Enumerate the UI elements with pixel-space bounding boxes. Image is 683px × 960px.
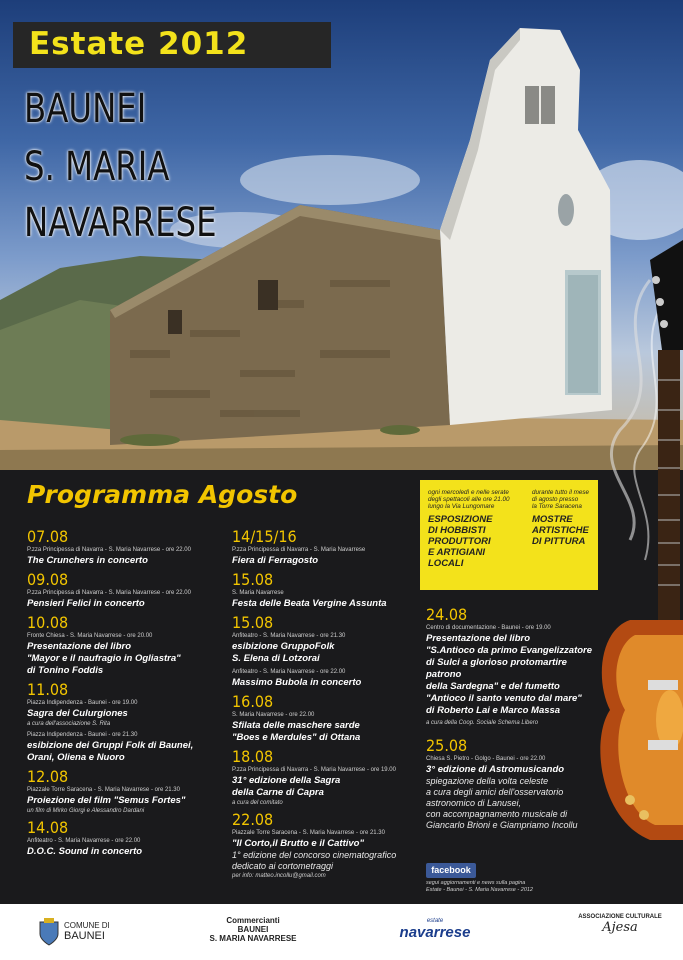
header-photo xyxy=(0,0,683,470)
event-title: esibizione GruppoFolk xyxy=(232,641,335,652)
event-description: spiegazione della volta celeste xyxy=(426,776,549,786)
event-date: 24.08 xyxy=(426,605,468,624)
event-date: 14/15/16 xyxy=(232,527,297,546)
event-item xyxy=(27,528,227,567)
event-location: P.zza Principessa di Navarra - S. Maria Navarrese - ore 22.00 xyxy=(27,547,191,553)
event-item xyxy=(27,681,227,764)
event-title: Festa delle Beata Vergine Assunta xyxy=(232,598,387,609)
exhibition-art xyxy=(532,514,589,547)
event-title: The Crunchers in concerto xyxy=(27,555,148,566)
event-item xyxy=(426,737,601,831)
comune-line: COMUNE DI xyxy=(64,921,110,930)
event-date: 09.08 xyxy=(27,570,69,589)
event-date: 07.08 xyxy=(27,527,69,546)
event-title: 31° edizione della Sagra xyxy=(232,775,341,786)
coat-of-arms-icon xyxy=(38,918,60,946)
event-item xyxy=(232,571,422,610)
event-date: 25.08 xyxy=(426,736,468,755)
event-date: 15.08 xyxy=(232,613,274,632)
event-note: a cura della Coop. Sociale Schema Libero xyxy=(426,720,539,726)
event-item xyxy=(426,606,601,727)
event-description: a cura degli amici dell'osservatorio xyxy=(426,787,564,797)
program-column-2 xyxy=(232,528,422,884)
event-title: Presentazione del libro xyxy=(426,633,530,644)
event-title: Pensieri Felici in concerto xyxy=(27,598,145,609)
event-date: 22.08 xyxy=(232,810,274,829)
exhibitions-box xyxy=(420,480,598,590)
exhibition-line: PRODUTTORI xyxy=(428,536,491,547)
event-date: 15.08 xyxy=(232,570,274,589)
event-item xyxy=(27,819,227,858)
event-location: Anfiteatro - S. Maria Navarrese - ore 22.00 xyxy=(232,669,346,675)
facebook-info xyxy=(426,880,533,894)
event-location: P.zza Principessa di Navarra - S. Maria Navarrese xyxy=(232,547,366,553)
event-title-line: di Tonino Foddis xyxy=(27,665,104,676)
event-title-line: della Carne di Capra xyxy=(232,787,324,798)
exhibition-line: ESPOSIZIONE xyxy=(428,514,493,525)
exhibition-line: DI HOBBISTI xyxy=(428,525,486,536)
logo-word: navarrese xyxy=(399,924,471,941)
event-location: P.zza Principessa di Navarra - S. Maria Navarrese - ore 22.00 xyxy=(27,590,191,596)
event-title: Fiera di Ferragosto xyxy=(232,555,319,566)
comune-label xyxy=(64,921,110,942)
event-item xyxy=(27,614,227,677)
event-item xyxy=(232,693,422,744)
associazione-logo xyxy=(565,914,675,935)
schedule-line: di agosto presso xyxy=(532,496,579,503)
event-location: Fronte Chiesa - S. Maria Navarrese - ore 20.00 xyxy=(27,633,153,639)
program-title: Programma Agosto xyxy=(27,480,298,509)
event-title: Estate 2012 xyxy=(29,26,249,62)
event-title: Sfilata delle maschere sarde xyxy=(232,720,360,731)
event-title: Presentazione del libro xyxy=(27,641,131,652)
event-location: Piazza Indipendenza - Baunei - ore 21.30 xyxy=(27,732,138,738)
event-item xyxy=(232,748,422,807)
title-band xyxy=(13,22,331,68)
place-line-baunei: BAUNEI xyxy=(24,86,147,132)
exhibition-line: LOCALI xyxy=(428,558,464,569)
commercianti-line: S. MARIA NAVARRESE xyxy=(209,934,297,943)
event-title: 3° edizione di Astromusicando xyxy=(426,764,565,775)
exhibition-line: E ARTIGIANI xyxy=(428,547,486,558)
event-location: Anfiteatro - S. Maria Navarrese - ore 22.00 xyxy=(27,838,141,844)
event-subtitle: dedicato ai cortometraggi xyxy=(232,861,334,871)
exhibition-hobbyists xyxy=(428,514,492,569)
event-location: Piazzale Torre Saracena - S. Maria Navarrese - ore 21.30 xyxy=(232,830,385,836)
event-item xyxy=(232,614,422,689)
sponsors-footer xyxy=(0,904,683,960)
schedule-line: la Torre Saracena xyxy=(532,503,582,510)
event-title: esibizione dei Gruppi Folk di Baunei, xyxy=(27,740,194,751)
event-location: P.zza Principessa di Navarra - S. Maria Navarrese - ore 19.00 xyxy=(232,767,396,773)
event-date: 18.08 xyxy=(232,747,274,766)
associazione-name: Ajesa xyxy=(602,920,638,935)
place-line-navarrese: NAVARRESE xyxy=(24,200,217,246)
event-title: Sagra dei Culurgiones xyxy=(27,708,128,719)
event-title-line: della Sardegna" e del fumetto xyxy=(426,681,560,692)
event-title: D.O.C. Sound in concerto xyxy=(27,846,143,857)
commercianti-label xyxy=(198,916,308,943)
event-description: con accompagnamento musicale di xyxy=(426,809,568,819)
schedule-line: degli spettacoli alle ore 21.00 xyxy=(428,496,510,503)
exhibition-line: MOSTRE xyxy=(532,514,573,525)
event-title-line: "Boes e Merdules" di Ottana xyxy=(232,732,361,743)
place-line-s-maria: S. MARIA xyxy=(24,144,170,190)
event-location: S. Maria Navarrese - ore 22.00 xyxy=(232,712,315,718)
associazione-line: ASSOCIAZIONE CULTURALE xyxy=(578,914,662,920)
comune-name: BAUNEI xyxy=(64,930,105,942)
event-title-line: "Antioco il santo venuto dal mare" xyxy=(426,693,582,704)
event-location: Piazza Indipendenza - Baunei - ore 19.00 xyxy=(27,700,138,706)
event-title-line: "Mayor e il naufragio in Ogliastra" xyxy=(27,653,181,664)
event-date: 10.08 xyxy=(27,613,69,632)
event-date: 11.08 xyxy=(27,680,69,699)
event-title: "Il Corto,il Brutto e il Cattivo" xyxy=(232,838,364,849)
event-description: Giancarlo Brioni e Giampriamo Incollu xyxy=(426,820,578,830)
event-item xyxy=(27,571,227,610)
program-column-1 xyxy=(27,528,227,862)
event-note: un film di Mirko Giorgi e Alessandro Dardani xyxy=(27,808,145,814)
schedule-line: lungo la Via Lungomare xyxy=(428,503,495,510)
program-column-3 xyxy=(426,606,601,835)
event-title-line: Orani, Oliena e Nuoro xyxy=(27,752,125,763)
exhibition-line: DI PITTURA xyxy=(532,536,586,547)
event-title-line: "S.Antioco da primo Evangelizzatore xyxy=(426,645,593,656)
event-location: Anfiteatro - S. Maria Navarrese - ore 21.30 xyxy=(232,633,346,639)
facebook-badge[interactable]: facebook xyxy=(426,863,476,878)
event-item xyxy=(232,528,422,567)
event-note: a cura dell'associazione S. Rita xyxy=(27,721,111,727)
event-item xyxy=(232,811,422,880)
estate-navarrese-logo xyxy=(390,918,480,941)
commercianti-line: Commercianti xyxy=(226,916,280,925)
event-title-line: di Roberto Lai e Marco Massa xyxy=(426,705,561,716)
event-title-line: S. Elena di Lotzorai xyxy=(232,653,320,664)
event-title: Proiezione del film "Semus Fortes" xyxy=(27,795,186,806)
facebook-info-line: segui aggiornamenti e news sulla pagina xyxy=(426,880,526,886)
logo-word: estate xyxy=(426,918,444,924)
event-description: astronomico di Lanusei, xyxy=(426,798,522,808)
event-location: Chiesa S. Pietro - Golgo - Baunei - ore 22.00 xyxy=(426,756,546,762)
event-location: Piazzale Torre Saracena - S. Maria Navarrese - ore 21.30 xyxy=(27,787,180,793)
schedule-line: durante tutto il mese xyxy=(532,489,590,496)
event-note: per info: matteo.incollu@gmail.com xyxy=(232,873,326,879)
event-title: Massimo Bubola in concerto xyxy=(232,677,362,688)
event-item xyxy=(27,768,227,815)
event-note: a cura del comitato xyxy=(232,800,283,806)
exhibition-line: ARTISTICHE xyxy=(532,525,589,536)
event-date: 14.08 xyxy=(27,818,69,837)
guitar-illustration xyxy=(590,240,683,860)
event-location: Centro di documentazione - Baunei - ore 19.00 xyxy=(426,625,551,631)
exhibition-schedule-right xyxy=(532,489,589,510)
event-date: 16.08 xyxy=(232,692,274,711)
exhibition-schedule-left xyxy=(428,489,510,510)
event-date: 12.08 xyxy=(27,767,69,786)
event-title-line: di Sulci a glorioso protomartire patrono xyxy=(426,657,567,680)
event-location: S. Maria Navarrese xyxy=(232,590,284,596)
commercianti-line: BAUNEI xyxy=(237,925,269,934)
facebook-info-line: Estate - Baunei - S. Maria Navarrese - 2012 xyxy=(426,887,533,893)
event-subtitle: 1° edizione del concorso cinematografico xyxy=(232,850,397,860)
schedule-line: ogni mercoledì e nelle serate xyxy=(428,489,509,496)
